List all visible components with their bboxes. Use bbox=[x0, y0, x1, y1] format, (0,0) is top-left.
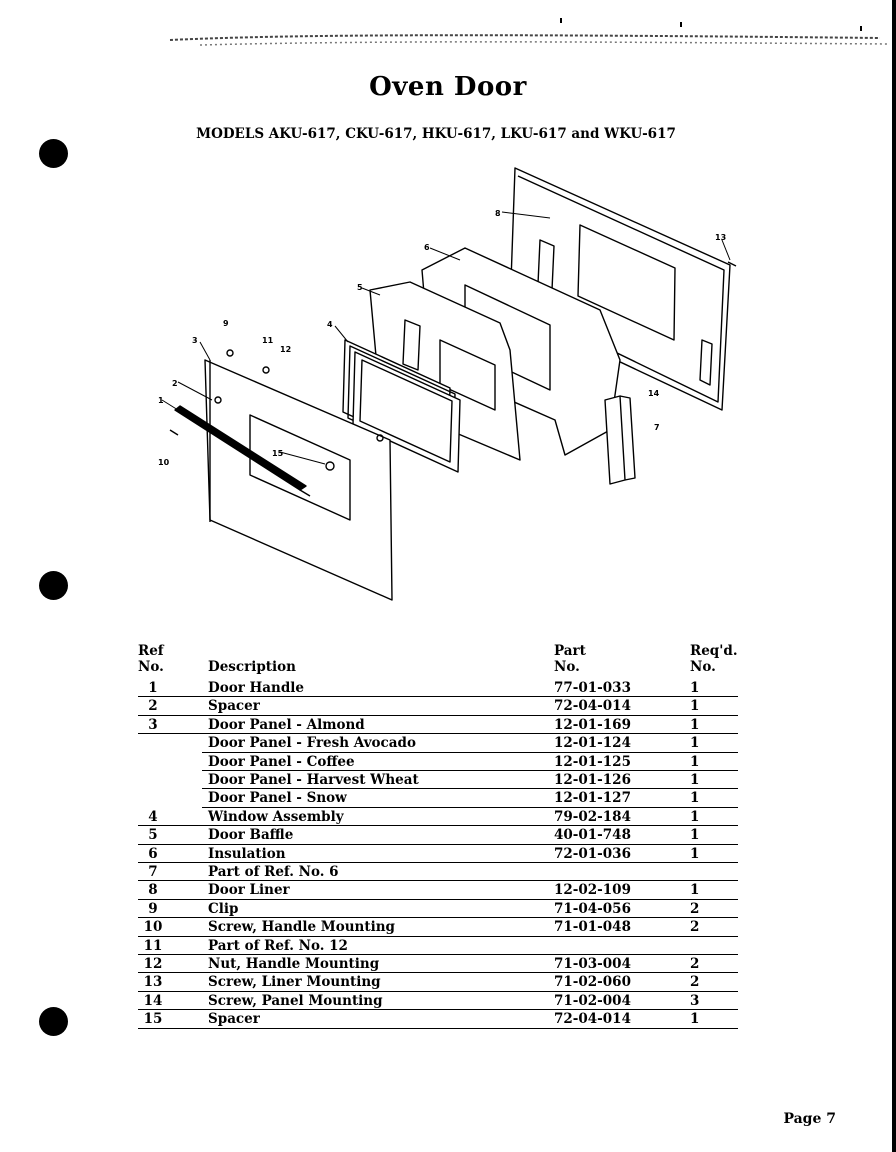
description-cell: Screw, Handle Mounting bbox=[208, 919, 395, 936]
table-row bbox=[138, 918, 738, 936]
callout-10: 10 bbox=[158, 458, 170, 467]
qty-cell: 1 bbox=[690, 845, 700, 862]
ref-cell: 14 bbox=[143, 992, 163, 1009]
callout-4: 4 bbox=[327, 320, 333, 329]
binder-hole bbox=[39, 1007, 68, 1036]
qty-cell: 3 bbox=[690, 992, 700, 1009]
qty-cell: 1 bbox=[690, 680, 700, 696]
qty-cell: 1 bbox=[690, 735, 700, 752]
callout-6: 6 bbox=[424, 243, 430, 252]
qty-cell: 1 bbox=[690, 772, 700, 788]
callout-12: 12 bbox=[280, 345, 292, 354]
part-number-cell: 12-01-127 bbox=[554, 790, 631, 807]
callout-1: 1 bbox=[158, 396, 164, 405]
ref-cell: 5 bbox=[148, 827, 158, 844]
description-cell: Door Liner bbox=[208, 882, 290, 899]
callout-8: 8 bbox=[495, 209, 501, 218]
qty-cell: 1 bbox=[690, 808, 700, 825]
part-number-cell: 12-01-169 bbox=[554, 716, 631, 733]
callout-11: 11 bbox=[262, 336, 274, 345]
ref-cell: 12 bbox=[143, 956, 163, 972]
table-row bbox=[138, 900, 738, 918]
table-row bbox=[138, 808, 738, 826]
header-ref: Ref No. bbox=[138, 643, 164, 675]
scan-noise bbox=[0, 0, 896, 60]
callout-3: 3 bbox=[192, 336, 198, 345]
ref-cell: 2 bbox=[148, 698, 158, 715]
row-rule bbox=[138, 1028, 738, 1029]
table-row bbox=[138, 826, 738, 844]
header-part: Part No. bbox=[554, 643, 586, 675]
description-cell: Spacer bbox=[208, 698, 260, 715]
qty-cell: 1 bbox=[690, 827, 700, 844]
callout-9: 9 bbox=[223, 319, 229, 328]
ref-cell: 15 bbox=[143, 1011, 163, 1028]
part-number-cell: 71-01-048 bbox=[554, 919, 631, 936]
table-row bbox=[138, 863, 738, 881]
callout-14: 14 bbox=[648, 389, 660, 398]
callout-5: 5 bbox=[357, 283, 363, 292]
description-cell: Screw, Panel Mounting bbox=[208, 992, 383, 1009]
description-cell: Spacer bbox=[208, 1011, 260, 1028]
description-cell: Door Panel - Snow bbox=[208, 790, 347, 807]
part-number-cell: 79-02-184 bbox=[554, 808, 631, 825]
table-row bbox=[138, 734, 738, 752]
ref-cell: 8 bbox=[148, 882, 158, 899]
table-row bbox=[138, 716, 738, 734]
ref-cell: 3 bbox=[148, 716, 158, 733]
part-number-cell: 12-01-125 bbox=[554, 753, 631, 770]
qty-cell: 1 bbox=[690, 790, 700, 807]
part-number-cell: 71-02-004 bbox=[554, 992, 631, 1009]
page-edge bbox=[892, 0, 896, 1152]
table-row bbox=[138, 697, 738, 715]
part-number-cell: 12-01-124 bbox=[554, 735, 631, 752]
ref-cell: 1 bbox=[148, 680, 158, 696]
binder-hole bbox=[39, 571, 68, 600]
mounting-strip bbox=[605, 396, 635, 484]
page-title: Oven Door bbox=[369, 72, 527, 102]
qty-cell: 1 bbox=[690, 698, 700, 715]
qty-cell: 1 bbox=[690, 716, 700, 733]
exploded-diagram bbox=[130, 160, 750, 610]
ref-cell: 13 bbox=[143, 974, 163, 991]
callout-13: 13 bbox=[715, 233, 727, 242]
table-row bbox=[138, 771, 738, 789]
table-row bbox=[138, 881, 738, 899]
page-number: Page 7 bbox=[783, 1111, 836, 1127]
binder-hole bbox=[39, 139, 68, 168]
models-subtitle: MODELS AKU-617, CKU-617, HKU-617, LKU-617 and WKU-617 bbox=[196, 126, 676, 142]
qty-cell: 2 bbox=[690, 900, 700, 917]
description-cell: Door Handle bbox=[208, 680, 305, 696]
header-qty: Req'd. No. bbox=[690, 643, 738, 675]
description-cell: Window Assembly bbox=[208, 808, 344, 825]
table-row bbox=[138, 1010, 738, 1028]
ref-cell: 6 bbox=[148, 845, 158, 862]
qty-cell: 2 bbox=[690, 974, 700, 991]
table-row bbox=[138, 845, 738, 863]
table-row bbox=[138, 992, 738, 1010]
part-number-cell: 72-04-014 bbox=[554, 698, 631, 715]
header-description: Description bbox=[208, 659, 296, 675]
ref-cell: 7 bbox=[148, 864, 158, 880]
ref-cell: 4 bbox=[148, 808, 158, 825]
qty-cell: 1 bbox=[690, 753, 700, 770]
part-number-cell: 71-02-060 bbox=[554, 974, 631, 991]
callout-15: 15 bbox=[272, 449, 284, 458]
qty-cell: 1 bbox=[690, 1011, 700, 1028]
description-cell: Door Baffle bbox=[208, 827, 294, 844]
part-number-cell: 12-01-126 bbox=[554, 772, 631, 788]
part-number-cell: 40-01-748 bbox=[554, 827, 631, 844]
part-number-cell: 72-04-014 bbox=[554, 1011, 631, 1028]
ref-cell: 11 bbox=[143, 937, 163, 954]
part-number-cell: 77-01-033 bbox=[554, 680, 631, 696]
description-cell: Door Panel - Coffee bbox=[208, 753, 355, 770]
part-number-cell: 72-01-036 bbox=[554, 845, 631, 862]
description-cell: Door Panel - Fresh Avocado bbox=[208, 735, 416, 752]
description-cell: Insulation bbox=[208, 845, 286, 862]
ref-cell: 10 bbox=[143, 919, 163, 936]
part-number-cell: 71-04-056 bbox=[554, 900, 631, 917]
part-number-cell: 12-02-109 bbox=[554, 882, 631, 899]
qty-cell: 2 bbox=[690, 919, 700, 936]
table-row bbox=[138, 753, 738, 771]
description-cell: Clip bbox=[208, 900, 239, 917]
callout-2: 2 bbox=[172, 379, 178, 388]
description-cell: Nut, Handle Mounting bbox=[208, 956, 380, 972]
table-row bbox=[138, 789, 738, 807]
description-cell: Screw, Liner Mounting bbox=[208, 974, 381, 991]
qty-cell: 2 bbox=[690, 956, 700, 972]
qty-cell: 1 bbox=[690, 882, 700, 899]
description-cell: Part of Ref. No. 12 bbox=[208, 937, 348, 954]
part-number-cell: 71-03-004 bbox=[554, 956, 631, 972]
table-row bbox=[138, 679, 738, 697]
description-cell: Door Panel - Almond bbox=[208, 716, 365, 733]
ref-cell: 9 bbox=[148, 900, 158, 917]
description-cell: Door Panel - Harvest Wheat bbox=[208, 772, 419, 788]
callout-7: 7 bbox=[654, 423, 660, 432]
description-cell: Part of Ref. No. 6 bbox=[208, 864, 339, 880]
table-row bbox=[138, 937, 738, 955]
table-row bbox=[138, 955, 738, 973]
table-row bbox=[138, 973, 738, 991]
